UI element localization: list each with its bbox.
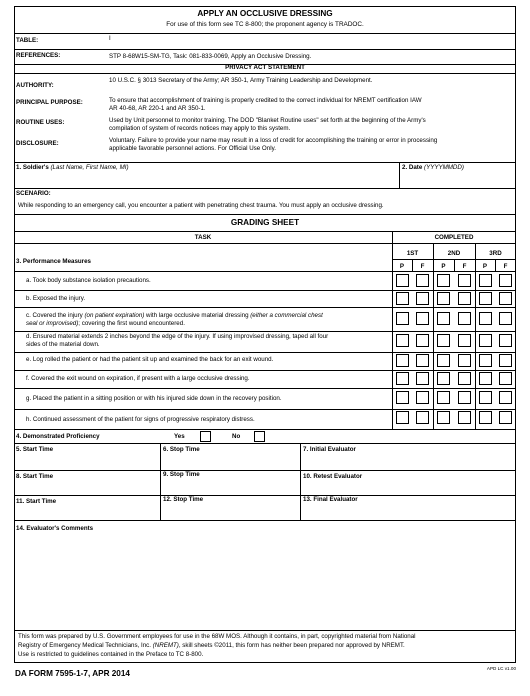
proficiency-no-label: No [232,433,241,440]
start-time-3-field[interactable]: 11. Start Time [16,498,57,505]
checkbox-b-attempt3-pass[interactable] [479,292,492,305]
checkbox-b-attempt2-pass[interactable] [437,292,450,305]
routine-uses-label: ROUTINE USES: [16,119,65,126]
checkbox-c-attempt3-fail[interactable] [499,312,512,325]
checkbox-b-attempt1-fail[interactable] [416,292,429,305]
checkbox-d-attempt3-pass[interactable] [479,334,492,347]
footer-note-line-1: This form was prepared by U.S. Government employees for use in the 68W MOS. Although it contains, in part, copyrighted material from National [18,633,416,640]
final-evaluator-field[interactable]: 13. Final Evaluator [303,496,358,503]
authority-text: 10 U.S.C. § 3013 Secretary of the Army; AR 350-1, Army Training Leadership and Development. [109,77,373,84]
checkbox-e-attempt1-pass[interactable] [396,354,409,367]
comments-label: 14. Evaluator's Comments [16,525,94,532]
p-label-1: P [399,263,405,270]
checkbox-e-attempt2-fail[interactable] [458,354,471,367]
routine-uses-text: Used by Unit personnel to monitor training. The DOD "Blanket Routine uses" set forth at the beginning of the Army's compilation of system of records notices may apply to this system. [109,117,426,132]
checkbox-a-attempt2-pass[interactable] [437,274,450,287]
attempt-1-header: 1ST [406,250,419,257]
grading-title: GRADING SHEET [230,218,300,227]
checkbox-a-attempt3-pass[interactable] [479,274,492,287]
checkbox-c-attempt1-fail[interactable] [416,312,429,325]
times-section [14,444,516,521]
checkbox-g-attempt2-pass[interactable] [437,391,450,404]
checkbox-f-attempt1-fail[interactable] [416,372,429,385]
checkbox-f-attempt3-pass[interactable] [479,372,492,385]
checkbox-g-attempt1-pass[interactable] [396,391,409,404]
proficiency-no-checkbox[interactable] [254,431,265,442]
f-label-2: F [462,263,467,270]
proficiency-label: 4. Demonstrated Proficiency [16,433,100,440]
scenario-label: SCENARIO: [16,190,51,197]
date-label: 2. Date [402,164,423,171]
checkbox-g-attempt3-fail[interactable] [499,391,512,404]
checkbox-b-attempt1-pass[interactable] [396,292,409,305]
date-hint: (YYYYMMDD) [424,164,464,171]
checkbox-a-attempt1-pass[interactable] [396,274,409,287]
checkbox-a-attempt2-fail[interactable] [458,274,471,287]
checkbox-d-attempt3-fail[interactable] [499,334,512,347]
checkbox-f-attempt3-fail[interactable] [499,372,512,385]
initial-evaluator-field[interactable]: 7. Initial Evaluator [303,446,356,453]
form-title: APPLY AN OCCLUSIVE DRESSING [197,9,333,18]
disclosure-label: DISCLOSURE: [16,140,59,147]
checkbox-d-attempt1-fail[interactable] [416,334,429,347]
task-item-h: h. Continued assessment of the patient for signs of progressive respiratory distress. [26,416,255,423]
checkbox-b-attempt3-fail[interactable] [499,292,512,305]
completed-header: COMPLETED [434,234,474,241]
comments-textarea[interactable] [15,534,515,630]
checkbox-e-attempt1-fail[interactable] [416,354,429,367]
table-label: TABLE: [16,37,39,44]
checkbox-h-attempt2-fail[interactable] [458,411,471,424]
privacy-heading: PRIVACY ACT STATEMENT [225,64,305,71]
checkbox-g-attempt1-fail[interactable] [416,391,429,404]
checkbox-h-attempt3-fail[interactable] [499,411,512,424]
task-item-a: a. Took body substance isolation precautions. [26,277,151,284]
checkbox-c-attempt2-fail[interactable] [458,312,471,325]
checkbox-f-attempt1-pass[interactable] [396,372,409,385]
stop-time-3-field[interactable]: 12. Stop Time [163,496,204,503]
checkbox-c-attempt3-pass[interactable] [479,312,492,325]
authority-label: AUTHORITY: [16,82,54,89]
soldier-name-field[interactable] [16,164,129,172]
task-header: TASK [194,234,212,241]
checkbox-h-attempt3-pass[interactable] [479,411,492,424]
task-item-g: g. Placed the patient in a sitting position or with his injured side down in the recovery position. [26,395,282,402]
performance-measures-label: 3. Performance Measures [16,258,91,265]
start-time-2-field[interactable]: 8. Start Time [16,473,54,480]
form-page [14,6,516,682]
attempt-3-header: 3RD [489,250,502,257]
checkbox-c-attempt2-pass[interactable] [437,312,450,325]
soldier-hint: (Last Name, First Name, MI) [50,164,129,171]
principal-purpose-text: To ensure that accomplishment of training is properly credited to the correct individual for NREMT certification IAW AR 40-68, AR 220-1 and AR 350-1. [109,97,422,112]
retest-evaluator-field[interactable]: 10. Retest Evaluator [303,473,363,480]
stop-time-2-field[interactable]: 9. Stop Time [163,471,200,478]
attempt-2-header: 2ND [447,250,461,257]
checkbox-d-attempt1-pass[interactable] [396,334,409,347]
date-field[interactable] [402,164,464,172]
p-label-3: P [482,263,488,270]
form-subtitle: For use of this form see TC 8-800; the proponent agency is TRADOC. [166,21,364,28]
scenario-text: While responding to an emergency call, you encounter a patient with penetrating chest trauma. You must apply an occlusive dressing. [18,202,384,209]
task-item-b: b. Exposed the injury. [26,295,86,302]
f-label-3: F [503,263,508,270]
checkbox-h-attempt1-fail[interactable] [416,411,429,424]
footer-note-line-2: Registry of Emergency Medical Technicians, Inc. (NREMT), skill sheets ©2011, this form has neither been prepared nor approved by NREMT. [18,642,405,649]
proficiency-yes-label: Yes [174,433,185,440]
checkbox-a-attempt1-fail[interactable] [416,274,429,287]
task-item-f: f. Covered the exit wound on expiration, if present with a large occlusive dressing. [26,375,250,382]
checkbox-d-attempt2-pass[interactable] [437,334,450,347]
table-value: I [109,35,111,42]
footer-note-line-3: Use is restricted to guidelines contained in the Preface to TC 8-800. [18,651,204,658]
p-label-2: P [441,263,446,270]
checkbox-g-attempt2-fail[interactable] [458,391,471,404]
form-id: DA FORM 7595-1-7, APR 2014 [15,669,130,678]
task-item-d: d. Ensured material extends 2 inches beyond the edge of the injury. If using improvised dressing, taped all four sides of the material down. [26,333,329,348]
references-value: STP 8-68W15-SM-TG, Task: 081-833-0069, Apply an Occlusive Dressing. [109,53,312,60]
references-label: REFERENCES: [16,52,61,59]
task-item-c: c. Covered the injury (on patient expiration) with large occlusive material dressing (either a commercial chest seal or improvised); covering the first wound encountered. [26,312,323,327]
proficiency-yes-checkbox[interactable] [200,431,211,442]
checkbox-b-attempt2-fail[interactable] [458,292,471,305]
principal-purpose-label: PRINCIPAL PURPOSE: [16,99,83,106]
stop-time-1-field[interactable]: 6. Stop Time [163,446,200,453]
task-item-e: e. Log rolled the patient or had the patient sit up and examined the back for an exit wound. [26,356,274,363]
disclosure-text: Voluntary. Failure to provide your name may result in a loss of credit for accomplishing the training or error in processing applicable favorable personnel actions. For Official Use Only. [109,137,438,152]
f-label-1: F [420,263,425,270]
checkbox-a-attempt3-fail[interactable] [499,274,512,287]
checkbox-h-attempt2-pass[interactable] [437,411,450,424]
checkbox-h-attempt1-pass[interactable] [396,411,409,424]
form-version: APD LC v1.00 [486,666,516,671]
checkbox-f-attempt2-fail[interactable] [458,372,471,385]
checkbox-g-attempt3-pass[interactable] [479,391,492,404]
start-time-1-field[interactable]: 5. Start Time [16,446,54,453]
checkbox-e-attempt3-pass[interactable] [479,354,492,367]
checkbox-e-attempt2-pass[interactable] [437,354,450,367]
checkbox-e-attempt3-fail[interactable] [499,354,512,367]
checkbox-c-attempt1-pass[interactable] [396,312,409,325]
checkbox-d-attempt2-fail[interactable] [458,334,471,347]
checkbox-f-attempt2-pass[interactable] [437,372,450,385]
soldier-label: 1. Soldier's [16,164,49,171]
